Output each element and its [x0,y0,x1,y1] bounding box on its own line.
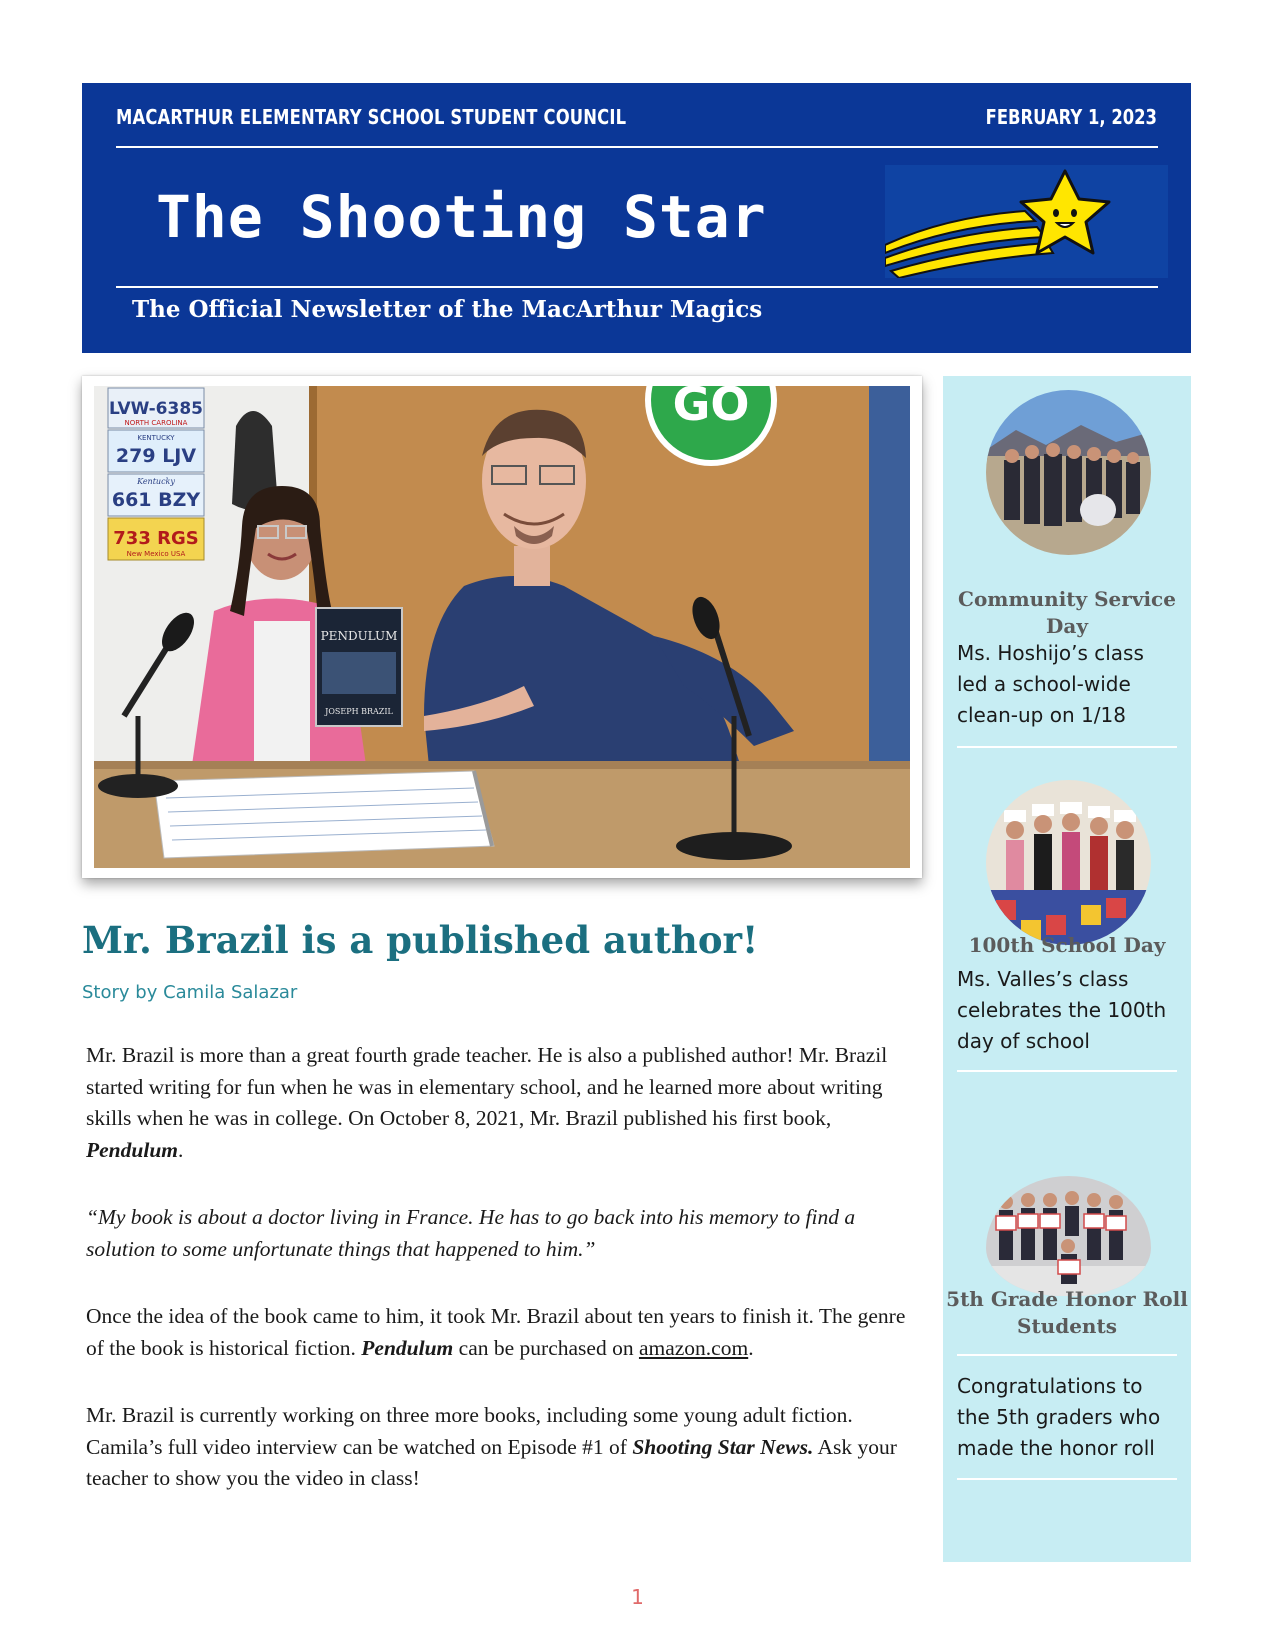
sidebar-divider [957,1478,1177,1480]
sidebar-item-title: Community Service Day [958,587,1176,638]
book-title-text: Pendulum [361,1335,454,1360]
sidebar-item-text: Ms. Hoshijo’s class led a school-wide clean-up on 1/18 [957,641,1144,727]
newsletter-title: The Shooting Star [156,183,767,251]
sidebar [943,376,1191,1562]
paragraph-text: Once the idea of the book came to him, it took Mr. Brazil about ten years to finish it. The genre of the book is historical fiction. [86,1304,906,1360]
smiling-star-icon [1021,171,1109,253]
feature-photo [82,376,922,878]
author-interview-photo [94,386,910,868]
book-title-text: Pendulum [86,1137,178,1162]
article-byline: Story by Camila Salazar [82,982,298,1003]
masthead [82,83,1191,353]
star-trail-icon [885,211,1053,278]
go-sign-text: GO [672,386,750,431]
header-divider-top [116,146,1158,148]
newsletter-subtitle: The Official Newsletter of the MacArthur Magics [132,296,763,323]
license-plates [108,388,204,560]
paragraph-text: . [178,1137,184,1162]
book-title: PENDULUM [320,629,398,643]
sidebar-divider [957,1070,1177,1072]
sidebar-item-text: Ms. Valles’s class celebrates the 100th day of school [957,967,1167,1053]
honor-roll-photo [986,1176,1151,1296]
author-quote: “My book is about a doctor living in France. He has to go back into his memory to find a solution to some unfortunate things that happened to him.” [86,1205,856,1261]
article-paragraph [86,1301,916,1364]
issue-date: FEBRUARY 1, 2023 [985,105,1157,129]
plate-state: New Mexico USA [126,550,186,558]
article-paragraph [86,1040,916,1166]
article-body [86,1040,916,1531]
amazon-link[interactable]: amazon.com [638,1335,749,1360]
plate-text: 279 LJV [115,445,197,467]
show-title-text: Shooting Star News. [632,1434,814,1459]
article-headline: Mr. Brazil is a published author! [82,918,759,962]
community-service-photo [986,390,1151,555]
sidebar-divider [957,1354,1177,1356]
sidebar-divider [957,746,1177,748]
plate-text: LVW-6385 [108,399,204,419]
paragraph-text: Ask your teacher to show you the video in class! [86,1434,897,1490]
plate-state: NORTH CAROLINA [124,419,188,427]
plate-text: 661 BZY [111,489,201,511]
shooting-star-logo [885,165,1168,278]
plate-state: Kentucky [137,477,175,486]
paragraph-text: Mr. Brazil is currently working on three more books, including some young adult fiction. Camila’s full video interview can be watched on Episode #1 of [86,1403,853,1459]
sidebar-item-title: 5th Grade Honor Roll Students [946,1287,1188,1338]
header-divider-bottom [116,286,1158,288]
paragraph-text: Mr. Brazil is more than a great fourth grade teacher. He is also a published author! Mr. Brazil started writing for fun when he was in elementary school, and he learned more about writing skills when he was in college. On October 8, 2021, Mr. Brazil published his first book, [86,1043,888,1130]
plate-text: 733 RGS [113,528,199,549]
sidebar-item-text: Congratulations to the 5th graders who made the honor roll [957,1374,1161,1460]
pendulum-book [316,608,402,726]
organization-name: MACARTHUR ELEMENTARY SCHOOL STUDENT COUNCIL [116,105,627,129]
plate-state: KENTUCKY [137,434,175,442]
paragraph-text: can be purchased on [453,1335,639,1360]
page-number: 1 [631,1585,644,1609]
hundredth-day-photo [986,780,1151,945]
sidebar-item-title: 100th School Day [968,933,1166,957]
article-paragraph [86,1400,916,1495]
book-author: JOSEPH BRAZIL [325,707,393,716]
paragraph-text: . [748,1335,754,1360]
